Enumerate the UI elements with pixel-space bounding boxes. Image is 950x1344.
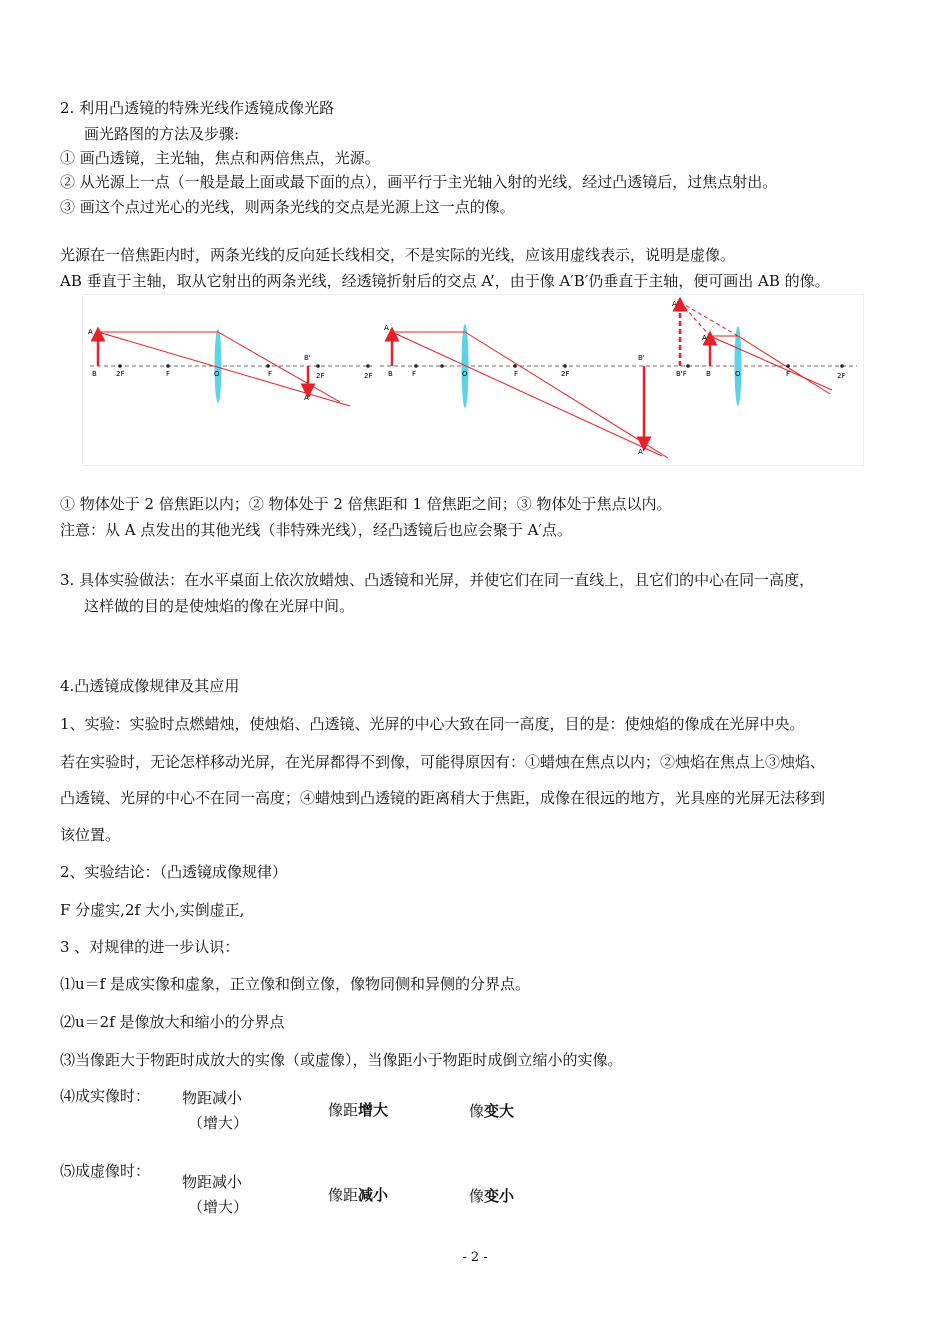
reasons-line-1: 若在实验时，无论怎样移动光屏，在光屏都得不到像，可能得原因有：①蜡烛在焦点以内；②烛焰在焦点上③烛焰、	[60, 753, 826, 771]
experiment-line: 1、实验：实验时点燃蜡烛，使烛焰、凸透镜、光屏的中心大致在同一高度，目的是：使烛焰的像成在光屏中央。	[60, 715, 805, 733]
notice-line: 注意：从 A 点发出的其他光线（非特殊光线），经凸透镜后也应会聚于 A′点。	[60, 521, 572, 539]
section-2-title: 2. 利用凸透镜的特殊光线作透镜成像光路	[60, 99, 335, 117]
label-a: A	[384, 324, 389, 332]
label-a: A	[702, 334, 707, 342]
label-2f-right: 2F	[316, 372, 325, 380]
label-b-prime: B'	[304, 354, 311, 362]
method-heading: 画光路图的方法及步骤:	[84, 125, 240, 143]
label-f-right: F	[514, 370, 519, 378]
rule-4-image-size: 像变大	[469, 1102, 515, 1120]
page-number: - 2 -	[462, 1250, 488, 1265]
label-a-prime: A'	[638, 448, 645, 456]
label-f-left: F	[412, 370, 417, 378]
ab-image-note: AB 垂直于主轴，取从它射出的两条光线，经透镜折射后的交点 A’，由于像 A′B′仍垂直于主轴，便可画出 AB 的像。	[60, 272, 830, 290]
reasons-line-2: 凸透镜、光屏的中心不在同一高度；④蜡烛到凸透镜的距离稍大于焦距，成像在很远的地方，光具座的光屏无法移到	[60, 789, 826, 807]
label-b-prime-f: B'F	[676, 370, 687, 378]
section-3-line-2: 这样做的目的是使烛焰的像在光屏中间。	[84, 597, 355, 615]
label-f-right: F	[268, 370, 273, 378]
step-3: ③ 画这个点过光心的光线，则两条光线的交点是光源上这一点的像。	[60, 198, 515, 216]
label-2f-far: 2F	[364, 372, 373, 380]
rule-4-object-distance: 物距减小	[182, 1089, 243, 1107]
rule-mnemonic: F 分虚实,2f 大小,实倒虚正,	[60, 901, 245, 919]
step-1: ① 画凸透镜，主光轴，焦点和两倍焦点，光源。	[60, 149, 380, 167]
rule-5-object-distance: 物距减小	[182, 1173, 243, 1191]
conclusion-heading: 2、实验结论：（凸透镜成像规律）	[60, 863, 288, 881]
cases-line: ① 物体处于 2 倍焦距以内；② 物体处于 2 倍焦距和 1 倍焦距之间；③ 物体处于焦点以内。	[60, 495, 672, 513]
label-o: O	[462, 370, 468, 378]
section-3-line-1: 3. 具体实验做法：在水平桌面上依次放蜡烛、凸透镜和光屏，并使它们在同一直线上，且它们的中心在同一高度，	[60, 571, 815, 589]
reasons-line-3: 该位置。	[60, 826, 121, 844]
further-understanding-heading: 3 、对规律的进一步认识：	[60, 938, 240, 956]
rule-1: ⑴u＝f 是成实像和虚象，正立像和倒立像，像物同侧和异侧的分界点。	[60, 975, 530, 993]
rule-5-image-distance: 像距减小	[328, 1186, 389, 1204]
step-2: ② 从光源上一点（一般是最上面或最下面的点），画平行于主光轴入射的光线，经过凸透镜后，过焦点射出。	[60, 173, 778, 191]
rule-5-object-distance-alt: （增大）	[188, 1198, 249, 1216]
rule-4-label: ⑷成实像时：	[60, 1087, 151, 1105]
rule-5-label: ⑸成虚像时：	[60, 1162, 151, 1180]
rule-2: ⑵u＝2f 是像放大和缩小的分界点	[60, 1013, 285, 1031]
label-o: O	[735, 370, 741, 378]
label-a-prime: A'	[304, 394, 311, 402]
label-b: B	[92, 370, 97, 378]
label-a: A	[88, 328, 93, 336]
lens-ray-diagram	[82, 294, 864, 466]
label-f-right: F	[786, 370, 791, 378]
label-b: B	[388, 370, 393, 378]
label-o: O	[214, 370, 220, 378]
label-b-prime: B'	[638, 354, 645, 362]
rule-4-object-distance-alt: （增大）	[188, 1114, 249, 1132]
section-4-title: 4.凸透镜成像规律及其应用	[60, 677, 240, 695]
label-2f-right: 2F	[561, 370, 570, 378]
label-a-prime: A'	[672, 300, 679, 308]
label-f-left: F	[166, 370, 171, 378]
rule-5-image-size: 像变小	[469, 1187, 515, 1205]
label-2f-left: 2F	[116, 370, 125, 378]
rule-4-image-distance: 像距增大	[328, 1101, 389, 1119]
label-2f-right: 2F	[837, 372, 846, 380]
virtual-image-note: 光源在一倍焦距内时，两条光线的反向延长线相交，不是实际的光线，应该用虚线表示，说明是虚像。	[60, 246, 736, 264]
rule-3: ⑶当像距大于物距时成放大的实像（或虚像），当像距小于物距时成倒立缩小的实像。	[60, 1051, 623, 1069]
label-b: B	[706, 370, 711, 378]
